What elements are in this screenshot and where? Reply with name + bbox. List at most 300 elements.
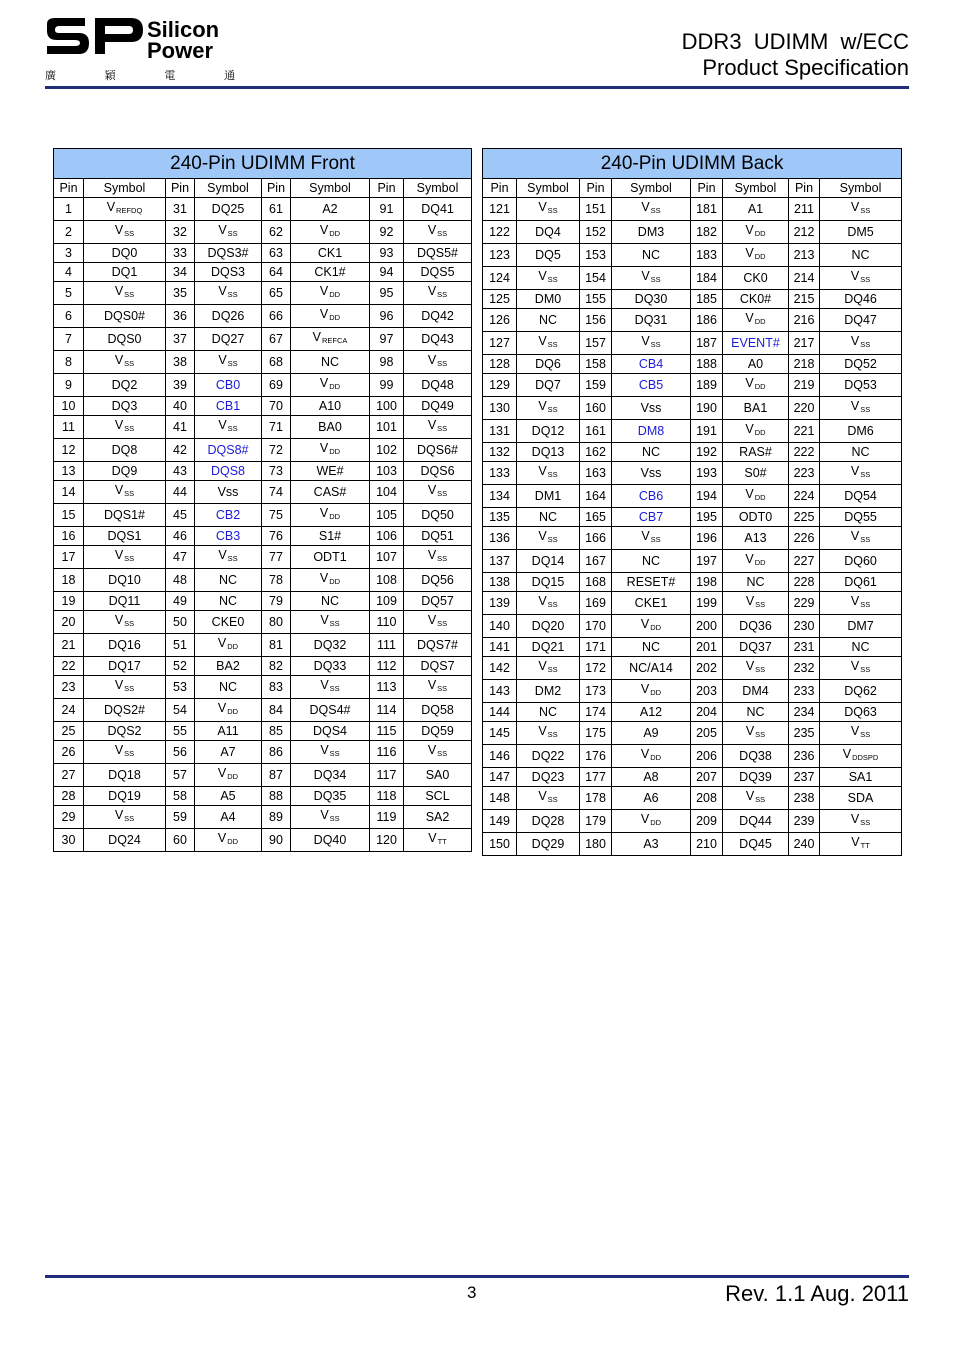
pin-number-cell: 194 — [691, 485, 723, 508]
pin-symbol-cell: S1# — [291, 527, 370, 546]
pin-symbol-cell: A11 — [195, 722, 262, 741]
pin-symbol-cell: CKE1 — [612, 592, 691, 615]
pin-symbol-cell: CAS# — [291, 481, 370, 504]
pin-number-cell: 146 — [483, 745, 517, 768]
pin-number-cell: 60 — [166, 829, 195, 852]
pin-symbol-cell: $V_{SS}$ — [517, 332, 580, 355]
front-table-row — [54, 351, 472, 374]
pin-symbol-cell: DQ41 — [404, 198, 472, 221]
pin-symbol-cell: DQ7 — [517, 374, 580, 397]
pin-number-cell: 237 — [789, 768, 820, 787]
pin-symbol-cell: RESET# — [612, 573, 691, 592]
back-table-row — [483, 573, 902, 592]
pin-number-cell: 238 — [789, 787, 820, 810]
pin-number-cell: 83 — [262, 676, 291, 699]
pin-number-cell: 11 — [54, 416, 84, 439]
pin-number-cell: 234 — [789, 703, 820, 722]
pin-number-cell: 130 — [483, 397, 517, 420]
pin-number-cell: 198 — [691, 573, 723, 592]
pin-number-cell: 80 — [262, 611, 291, 634]
pin-symbol-cell: $V_{SS}$ — [612, 267, 691, 290]
pin-number-cell: 104 — [370, 481, 404, 504]
front-pin-table — [53, 148, 472, 852]
pin-number-cell: 118 — [370, 787, 404, 806]
back-table-row — [483, 722, 902, 745]
pin-symbol-cell: $V_{DD}$ — [723, 309, 789, 332]
pin-number-cell: 113 — [370, 676, 404, 699]
pin-number-cell: 125 — [483, 290, 517, 309]
pin-symbol-cell: DQS7 — [404, 657, 472, 676]
pin-number-cell: 175 — [580, 722, 612, 745]
pin-symbol-cell: DQS5 — [404, 263, 472, 282]
pin-symbol-cell: $V_{DD}$ — [195, 829, 262, 852]
back-table-row — [483, 680, 902, 703]
pin-symbol-cell: $V_{SS}$ — [291, 676, 370, 699]
pin-number-cell: 138 — [483, 573, 517, 592]
pin-number-cell: 236 — [789, 745, 820, 768]
pin-number-cell: 1 — [54, 198, 84, 221]
pin-number-cell: 100 — [370, 397, 404, 416]
pin-number-cell: 91 — [370, 198, 404, 221]
pin-symbol-cell: A9 — [612, 722, 691, 745]
pin-symbol-cell: DQ14 — [517, 550, 580, 573]
pin-number-cell: 40 — [166, 397, 195, 416]
footer-divider — [45, 1275, 909, 1278]
pin-number-cell: 217 — [789, 332, 820, 355]
pin-number-cell: 204 — [691, 703, 723, 722]
pin-number-cell: 48 — [166, 569, 195, 592]
pin-symbol-cell: DQ58 — [404, 699, 472, 722]
front-table-row — [54, 764, 472, 787]
back-table-row — [483, 703, 902, 722]
pin-number-cell: 7 — [54, 328, 84, 351]
pin-number-cell: 226 — [789, 527, 820, 550]
pin-number-cell: 206 — [691, 745, 723, 768]
pin-number-cell: 72 — [262, 439, 291, 462]
pin-symbol-cell: DQ43 — [404, 328, 472, 351]
brand-name-line1: Silicon — [147, 17, 220, 42]
pin-number-cell: 160 — [580, 397, 612, 420]
pin-symbol-cell: DQ47 — [820, 309, 902, 332]
pin-number-cell: 94 — [370, 263, 404, 282]
pin-symbol-cell: DQS2 — [84, 722, 166, 741]
pin-symbol-cell: DQ16 — [84, 634, 166, 657]
back-table-row — [483, 638, 902, 657]
pin-symbol-cell: DQ27 — [195, 328, 262, 351]
pin-symbol-cell: DQ11 — [84, 592, 166, 611]
pin-number-cell: 49 — [166, 592, 195, 611]
pin-symbol-cell: CB2 — [195, 504, 262, 527]
pin-symbol-cell: CB4 — [612, 355, 691, 374]
pin-number-cell: 152 — [580, 221, 612, 244]
pin-symbol-cell: A13 — [723, 527, 789, 550]
pin-number-cell: 196 — [691, 527, 723, 550]
pin-symbol-cell: $V_{SS}$ — [517, 397, 580, 420]
pin-symbol-cell: NC — [517, 508, 580, 527]
pin-symbol-cell: ODT0 — [723, 508, 789, 527]
front-table-row — [54, 416, 472, 439]
pin-number-cell: 176 — [580, 745, 612, 768]
brand-name-line2: Power — [147, 38, 214, 63]
brand-chinese-name — [45, 67, 235, 83]
pin-symbol-cell: DQ19 — [84, 787, 166, 806]
symbol-column-header: Symbol — [612, 179, 691, 198]
back-table-title: 240-Pin UDIMM Back — [483, 149, 902, 179]
back-table-row — [483, 332, 902, 355]
pin-symbol-cell: DQS1# — [84, 504, 166, 527]
pin-number-cell: 185 — [691, 290, 723, 309]
pin-number-cell: 177 — [580, 768, 612, 787]
pin-number-cell: 20 — [54, 611, 84, 634]
pin-symbol-cell: $V_{SS}$ — [723, 722, 789, 745]
revision-info: Rev. 1.1 Aug. 2011 — [725, 1281, 909, 1306]
pin-number-cell: 164 — [580, 485, 612, 508]
pin-number-cell: 178 — [580, 787, 612, 810]
pin-number-cell: 142 — [483, 657, 517, 680]
brand-chinese-char: 通 — [223, 69, 235, 82]
pin-symbol-cell: $V_{DD}$ — [723, 485, 789, 508]
pin-symbol-cell: $V_{SS}$ — [404, 741, 472, 764]
pin-symbol-cell: NC — [195, 676, 262, 699]
pin-number-cell: 143 — [483, 680, 517, 703]
pin-number-cell: 4 — [54, 263, 84, 282]
pin-symbol-cell: NC — [820, 638, 902, 657]
pin-symbol-cell: DQ15 — [517, 573, 580, 592]
pin-symbol-cell: DM0 — [517, 290, 580, 309]
pin-number-cell: 47 — [166, 546, 195, 569]
pin-number-cell: 151 — [580, 198, 612, 221]
pin-number-cell: 78 — [262, 569, 291, 592]
pin-number-cell: 200 — [691, 615, 723, 638]
pin-number-cell: 110 — [370, 611, 404, 634]
pin-symbol-cell: $V_{SS}$ — [820, 810, 902, 833]
pin-number-cell: 144 — [483, 703, 517, 722]
pin-symbol-cell: DQ50 — [404, 504, 472, 527]
pin-symbol-cell: $V_{SS}$ — [84, 282, 166, 305]
pin-number-cell: 8 — [54, 351, 84, 374]
pin-number-cell: 231 — [789, 638, 820, 657]
pin-number-cell: 126 — [483, 309, 517, 332]
symbol-column-header: Symbol — [517, 179, 580, 198]
pin-number-cell: 203 — [691, 680, 723, 703]
pin-symbol-cell: DQS2# — [84, 699, 166, 722]
pin-symbol-cell: $V_{DD}$ — [291, 374, 370, 397]
back-table-row — [483, 198, 902, 221]
front-table-row — [54, 282, 472, 305]
pin-symbol-cell: NC — [517, 309, 580, 332]
back-table-row — [483, 833, 902, 856]
pin-symbol-cell: A3 — [612, 833, 691, 856]
pin-number-cell: 23 — [54, 676, 84, 699]
pin-symbol-cell: $V_{DD}$ — [195, 699, 262, 722]
pin-number-cell: 62 — [262, 221, 291, 244]
pin-number-cell: 13 — [54, 462, 84, 481]
pin-number-cell: 212 — [789, 221, 820, 244]
pin-symbol-cell: $V_{SS}$ — [291, 806, 370, 829]
pin-number-cell: 30 — [54, 829, 84, 852]
pin-number-cell: 209 — [691, 810, 723, 833]
pin-number-cell: 10 — [54, 397, 84, 416]
pin-number-cell: 157 — [580, 332, 612, 355]
pin-number-cell: 154 — [580, 267, 612, 290]
pin-number-cell: 169 — [580, 592, 612, 615]
pin-number-cell: 140 — [483, 615, 517, 638]
pin-number-cell: 193 — [691, 462, 723, 485]
pin-symbol-cell: DQS6# — [404, 439, 472, 462]
pin-symbol-cell: SA0 — [404, 764, 472, 787]
pin-number-cell: 199 — [691, 592, 723, 615]
pin-symbol-cell: DQ26 — [195, 305, 262, 328]
pin-number-cell: 230 — [789, 615, 820, 638]
pin-number-cell: 218 — [789, 355, 820, 374]
pin-number-cell: 220 — [789, 397, 820, 420]
pin-symbol-cell: DQS4 — [291, 722, 370, 741]
pin-number-cell: 84 — [262, 699, 291, 722]
pin-symbol-cell: DQ48 — [404, 374, 472, 397]
pin-symbol-cell: $V_{SS}$ — [84, 676, 166, 699]
pin-symbol-cell: $V_{SS}$ — [517, 657, 580, 680]
pin-symbol-cell: CB7 — [612, 508, 691, 527]
pin-symbol-cell: CB5 — [612, 374, 691, 397]
pin-number-cell: 150 — [483, 833, 517, 856]
pin-number-cell: 201 — [691, 638, 723, 657]
pin-symbol-cell: NC — [723, 703, 789, 722]
pin-symbol-cell: $V_{SS}$ — [820, 332, 902, 355]
pin-symbol-cell: DM1 — [517, 485, 580, 508]
pin-symbol-cell: $V_{SS}$ — [517, 267, 580, 290]
pin-number-cell: 197 — [691, 550, 723, 573]
pin-symbol-cell: DM4 — [723, 680, 789, 703]
pin-symbol-cell: $V_{SS}$ — [404, 416, 472, 439]
pin-symbol-cell: $V_{DD}$ — [291, 305, 370, 328]
pin-symbol-cell: DQ24 — [84, 829, 166, 852]
pin-symbol-cell: $V_{TT}$ — [404, 829, 472, 852]
pin-number-cell: 239 — [789, 810, 820, 833]
pin-symbol-cell: DQ37 — [723, 638, 789, 657]
pin-number-cell: 99 — [370, 374, 404, 397]
front-column-headers — [54, 179, 472, 198]
pin-number-cell: 71 — [262, 416, 291, 439]
pin-symbol-cell: $V_{SS}$ — [291, 611, 370, 634]
pin-symbol-cell: NC — [820, 244, 902, 267]
pin-number-cell: 235 — [789, 722, 820, 745]
pin-number-cell: 36 — [166, 305, 195, 328]
front-table-row — [54, 806, 472, 829]
pin-symbol-cell: BA0 — [291, 416, 370, 439]
pin-symbol-cell: NC — [291, 592, 370, 611]
header-divider — [45, 86, 909, 89]
pin-symbol-cell: DQ55 — [820, 508, 902, 527]
back-table-row — [483, 615, 902, 638]
pin-number-cell: 96 — [370, 305, 404, 328]
pin-symbol-cell: RAS# — [723, 443, 789, 462]
pin-symbol-cell: Vss — [612, 397, 691, 420]
back-table-row — [483, 420, 902, 443]
pin-symbol-cell: $V_{SS}$ — [84, 806, 166, 829]
pin-number-cell: 131 — [483, 420, 517, 443]
front-table-title: 240-Pin UDIMM Front — [54, 149, 472, 179]
pin-number-cell: 184 — [691, 267, 723, 290]
pin-symbol-cell: DQ44 — [723, 810, 789, 833]
front-table-row — [54, 462, 472, 481]
front-table-row — [54, 481, 472, 504]
pin-symbol-cell: DQ5 — [517, 244, 580, 267]
pin-symbol-cell: NC — [612, 550, 691, 573]
pin-number-cell: 73 — [262, 462, 291, 481]
pin-number-cell: 215 — [789, 290, 820, 309]
pin-symbol-cell: DQ42 — [404, 305, 472, 328]
pin-symbol-cell: DQ62 — [820, 680, 902, 703]
front-table-row — [54, 722, 472, 741]
pin-number-cell: 136 — [483, 527, 517, 550]
pin-symbol-cell: $V_{SS}$ — [195, 351, 262, 374]
pin-number-cell: 108 — [370, 569, 404, 592]
pin-symbol-cell: $V_{DDSPD}$ — [820, 745, 902, 768]
pin-number-cell: 92 — [370, 221, 404, 244]
pin-number-cell: 39 — [166, 374, 195, 397]
pin-number-cell: 38 — [166, 351, 195, 374]
pin-symbol-cell: A7 — [195, 741, 262, 764]
pin-symbol-cell: $V_{SS}$ — [195, 282, 262, 305]
pin-number-cell: 34 — [166, 263, 195, 282]
back-table-row — [483, 462, 902, 485]
back-table-row — [483, 290, 902, 309]
pin-symbol-cell: DQ51 — [404, 527, 472, 546]
back-table-row — [483, 550, 902, 573]
pin-number-cell: 205 — [691, 722, 723, 745]
pin-number-cell: 97 — [370, 328, 404, 351]
pin-number-cell: 149 — [483, 810, 517, 833]
pin-symbol-cell: ODT1 — [291, 546, 370, 569]
pin-symbol-cell: $V_{SS}$ — [195, 546, 262, 569]
pin-symbol-cell: DQ49 — [404, 397, 472, 416]
pin-symbol-cell: DQ2 — [84, 374, 166, 397]
pin-symbol-cell: DQ30 — [612, 290, 691, 309]
pin-number-cell: 3 — [54, 244, 84, 263]
front-table-row — [54, 699, 472, 722]
pin-number-cell: 227 — [789, 550, 820, 573]
pin-number-cell: 21 — [54, 634, 84, 657]
pin-symbol-cell: DQ20 — [517, 615, 580, 638]
back-table-row — [483, 485, 902, 508]
pin-number-cell: 192 — [691, 443, 723, 462]
pin-symbol-cell: DQ4 — [517, 221, 580, 244]
pin-number-cell: 56 — [166, 741, 195, 764]
pin-number-cell: 147 — [483, 768, 517, 787]
symbol-column-header: Symbol — [723, 179, 789, 198]
pin-symbol-cell: NC — [612, 244, 691, 267]
pin-symbol-cell: $V_{SS}$ — [195, 221, 262, 244]
pin-symbol-cell: DQ59 — [404, 722, 472, 741]
pin-number-cell: 232 — [789, 657, 820, 680]
pin-number-cell: 134 — [483, 485, 517, 508]
pin-number-cell: 121 — [483, 198, 517, 221]
pin-number-cell: 43 — [166, 462, 195, 481]
pin-number-cell: 233 — [789, 680, 820, 703]
pin-column-header: Pin — [166, 179, 195, 198]
pin-number-cell: 12 — [54, 439, 84, 462]
pin-symbol-cell: $V_{DD}$ — [723, 221, 789, 244]
pin-number-cell: 202 — [691, 657, 723, 680]
back-table-row — [483, 244, 902, 267]
pin-symbol-cell: DQ21 — [517, 638, 580, 657]
pin-symbol-cell: DM3 — [612, 221, 691, 244]
front-table-row — [54, 263, 472, 282]
pin-symbol-cell: $V_{SS}$ — [84, 351, 166, 374]
brand-chinese-char: 電 — [164, 69, 176, 82]
pin-number-cell: 128 — [483, 355, 517, 374]
pin-symbol-cell: DQS7# — [404, 634, 472, 657]
pin-symbol-cell: Vss — [612, 462, 691, 485]
pin-symbol-cell: DQ54 — [820, 485, 902, 508]
pin-symbol-cell: SA2 — [404, 806, 472, 829]
pin-symbol-cell: Vss — [195, 481, 262, 504]
pin-number-cell: 173 — [580, 680, 612, 703]
pin-symbol-cell: EVENT# — [723, 332, 789, 355]
pin-number-cell: 6 — [54, 305, 84, 328]
pin-symbol-cell: NC/A14 — [612, 657, 691, 680]
pin-symbol-cell: A6 — [612, 787, 691, 810]
pin-symbol-cell: NC — [820, 443, 902, 462]
pin-symbol-cell: DQ9 — [84, 462, 166, 481]
pin-symbol-cell: A1 — [723, 198, 789, 221]
back-pin-table — [482, 148, 902, 856]
pin-symbol-cell: CK1# — [291, 263, 370, 282]
pin-symbol-cell: $V_{SS}$ — [404, 676, 472, 699]
pin-symbol-cell: DQ0 — [84, 244, 166, 263]
pin-symbol-cell: $V_{DD}$ — [723, 374, 789, 397]
pin-number-cell: 179 — [580, 810, 612, 833]
back-table-row — [483, 355, 902, 374]
pin-number-cell: 115 — [370, 722, 404, 741]
pin-number-cell: 33 — [166, 244, 195, 263]
pin-number-cell: 153 — [580, 244, 612, 267]
pin-symbol-cell: CB3 — [195, 527, 262, 546]
brand-chinese-char: 廣 — [45, 69, 56, 82]
pin-symbol-cell: NC — [723, 573, 789, 592]
pin-number-cell: 58 — [166, 787, 195, 806]
pin-number-cell: 61 — [262, 198, 291, 221]
pin-symbol-cell: DM7 — [820, 615, 902, 638]
pin-symbol-cell: $V_{SS}$ — [404, 481, 472, 504]
pin-symbol-cell: DQ13 — [517, 443, 580, 462]
pin-number-cell: 190 — [691, 397, 723, 420]
pin-symbol-cell: DQ33 — [291, 657, 370, 676]
pin-symbol-cell: SCL — [404, 787, 472, 806]
pin-symbol-cell: $V_{SS}$ — [820, 397, 902, 420]
back-table-row — [483, 592, 902, 615]
pin-symbol-cell: $V_{SS}$ — [612, 527, 691, 550]
front-table-row — [54, 546, 472, 569]
pin-number-cell: 213 — [789, 244, 820, 267]
pin-number-cell: 124 — [483, 267, 517, 290]
pin-number-cell: 219 — [789, 374, 820, 397]
pin-number-cell: 87 — [262, 764, 291, 787]
pin-number-cell: 14 — [54, 481, 84, 504]
pin-number-cell: 5 — [54, 282, 84, 305]
pin-number-cell: 167 — [580, 550, 612, 573]
front-table-row — [54, 504, 472, 527]
front-table-row — [54, 676, 472, 699]
silicon-power-logo — [45, 14, 245, 86]
pin-number-cell: 172 — [580, 657, 612, 680]
pin-symbol-cell: $V_{SS}$ — [820, 722, 902, 745]
pin-number-cell: 158 — [580, 355, 612, 374]
pin-symbol-cell: $V_{SS}$ — [723, 592, 789, 615]
pin-symbol-cell: DQ12 — [517, 420, 580, 443]
pin-number-cell: 52 — [166, 657, 195, 676]
pin-number-cell: 59 — [166, 806, 195, 829]
